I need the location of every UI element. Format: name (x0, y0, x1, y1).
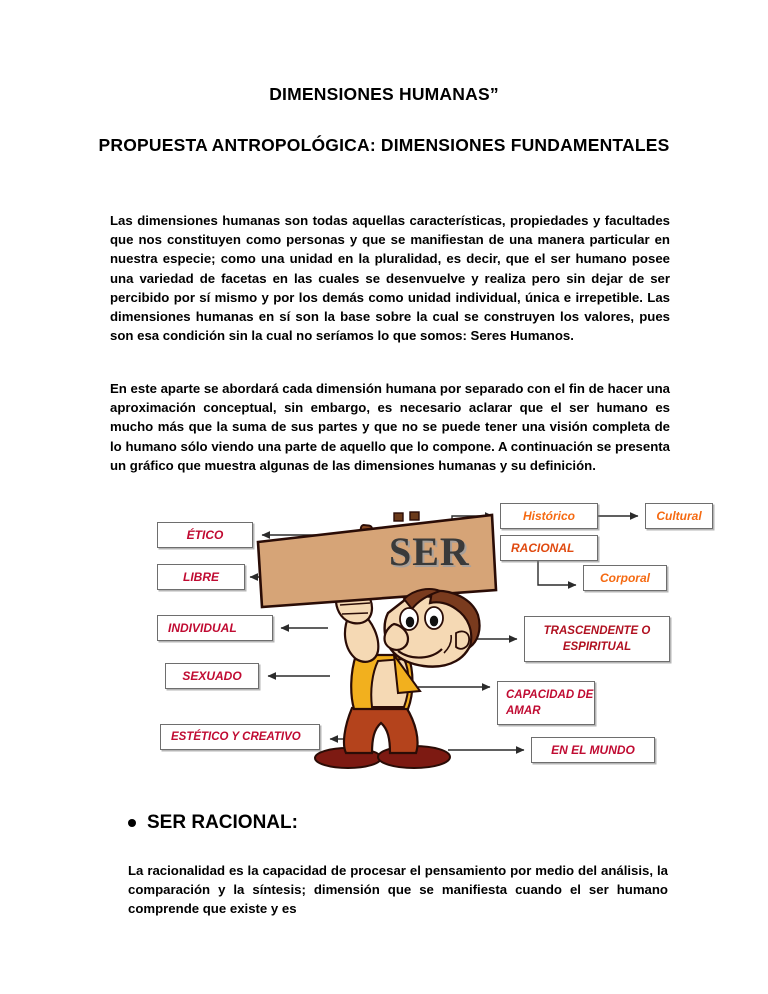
diagram-label-capacidad-text: CAPACIDAD DE AMAR (506, 689, 594, 717)
diagram-label-libre-text: LIBRE (183, 570, 219, 584)
diagram-label-trascendente-o-espiritual[interactable] (524, 616, 670, 662)
diagram-label-estetico-text: ESTÉTICO Y CREATIVO (171, 731, 301, 743)
diagram-label-capacidad-de-amar[interactable] (497, 681, 595, 725)
diagram-label-estetico-y-creativo[interactable] (160, 724, 320, 750)
diagram-label-historico[interactable] (500, 503, 598, 529)
diagram-label-individual-text: INDIVIDUAL (168, 621, 237, 635)
diagram-label-historico-text: Histórico (522, 509, 575, 523)
section-heading-text: SER RACIONAL: (147, 812, 298, 833)
diagram-label-mundo-text: EN EL MUNDO (551, 743, 635, 757)
page-title-primary: DIMENSIONES HUMANAS” (269, 84, 499, 104)
bullet-point-icon (128, 819, 136, 827)
ser-wordmark: SER (389, 529, 470, 574)
diagram-label-racional-text: RACIONAL (511, 541, 575, 555)
diagram-label-en-el-mundo[interactable] (531, 737, 655, 763)
page-title-secondary: PROPUESTA ANTROPOLÓGICA: DIMENSIONES FUNDAMENTALES (98, 135, 670, 155)
diagram-label-etico[interactable] (157, 522, 253, 548)
diagram-label-sexuado-text: SEXUADO (182, 669, 242, 683)
paragraph-approach: En este aparte se abordará cada dimensión humana por separado con el fin de hacer una aproximación conceptual, sin embargo, es necesario aclarar que el ser humano es mucho más que la suma de sus partes y que no se puede tener una visión completa de lo humano sólo viendo una parte de aquello que lo compone. A continuación se presenta un gráfico que muestra algunas de las dimensiones humanas y su definición. (110, 381, 670, 473)
diagram-label-corporal[interactable] (583, 565, 667, 591)
diagram-label-trascendente-text: TRASCENDENTE O ESPIRITUAL (543, 625, 651, 653)
diagram-label-racional[interactable] (500, 535, 598, 561)
paragraph-racionalidad: La racionalidad es la capacidad de procesar el pensamiento por medio del análisis, la comparación y la síntesis; dimensión que se manifiesta cuando el ser humano comprende que existe y es (128, 863, 668, 917)
diagram-label-cultural[interactable] (645, 503, 713, 529)
diagram-label-corporal-text: Corporal (599, 571, 650, 585)
paragraph-intro: Las dimensiones humanas son todas aquellas características, propiedades y facultades que nos constituyen como personas y que se manifiestan de una manera particular en nuestra especie; como una unidad en la pluralidad, es decir, que el ser humano posee una variedad de facetas en las cuales se desenvuelve y realiza pero sin dejar de ser percibido por sí mismo y por los demás como unidad individual, única e irrepetible. Las dimensiones humanas en sí son la base sobre la cual se construyen los valores, pues son esa condición sin la cual no seríamos lo que somos: Seres Humanos. (110, 213, 670, 344)
section-heading-ser-racional (128, 812, 298, 834)
diagram-label-sexuado[interactable] (165, 663, 259, 689)
diagram-label-libre[interactable] (157, 564, 245, 590)
diagram-label-individual[interactable] (157, 615, 273, 641)
diagram-label-cultural-text: Cultural (656, 509, 702, 523)
dimensions-diagram (0, 495, 768, 785)
diagram-label-etico-text: ÉTICO (186, 528, 224, 542)
